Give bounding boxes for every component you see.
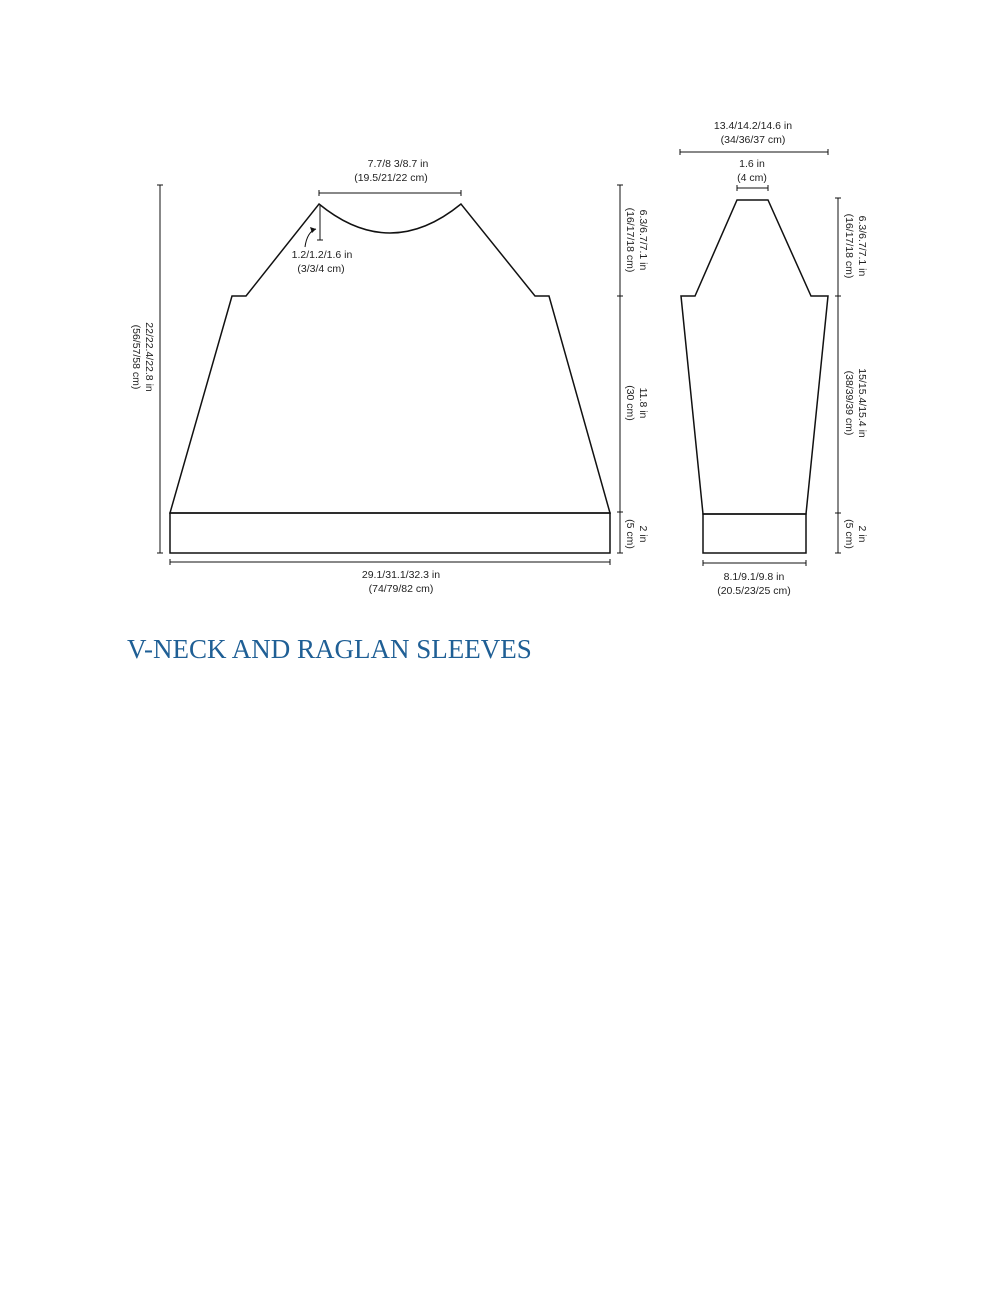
- hem-width-label: 29.1/31.1/32.3 in: [361, 569, 441, 581]
- total-length-label: 22/22.4/22.8 in: [143, 322, 155, 392]
- sleeve-upper-width-label: 13.4/14.2/14.6 in: [713, 120, 793, 132]
- cuff-width-metric: (20.5/23/25 cm): [717, 585, 791, 597]
- body-neck-depth-dimension: [292, 205, 353, 275]
- sleeve-length-metric: (38/39/39 cm): [843, 370, 855, 436]
- cuff-width-label: 8.1/9.1/9.8 in: [723, 571, 785, 583]
- body-hem-width-dimension: [170, 559, 610, 595]
- body-right-dimensions: [617, 185, 649, 553]
- side-length-metric: (30 cm): [624, 385, 636, 421]
- sleeve-top-width-dimension: [737, 158, 768, 191]
- sleeve-upper-width-metric: (34/36/37 cm): [720, 134, 786, 146]
- total-length-metric: (56/57/58 cm): [130, 324, 142, 390]
- sleeve-right-dimensions: [835, 198, 868, 553]
- sleeve-ribbing: [703, 514, 806, 553]
- sleeve-cap-depth-metric: (16/17/18 cm): [843, 213, 855, 279]
- sleeve-upper-width-dimension: [680, 120, 828, 155]
- sleeve-top-width-label: 1.6 in: [739, 158, 765, 170]
- neck-width-label: 7.7/8 3/8.7 in: [367, 158, 429, 170]
- sleeve-outline: [681, 200, 828, 514]
- sleeve-ribbing-label: 2 in: [856, 525, 868, 543]
- sleeve-length-label: 15/15.4/15.4 in: [856, 368, 868, 438]
- body-piece: [170, 204, 610, 553]
- body-ribbing-label: 2 in: [637, 525, 649, 543]
- section-title: V-NECK AND RAGLAN SLEEVES: [127, 634, 532, 664]
- neck-width-metric: (19.5/21/22 cm): [354, 172, 428, 184]
- sleeve-piece: [681, 200, 828, 553]
- body-ribbing: [170, 513, 610, 553]
- neck-depth-metric: (3/3/4 cm): [297, 263, 345, 275]
- neck-depth-label: 1.2/1.2/1.6 in: [291, 249, 353, 261]
- body-neck-width-dimension: [319, 158, 461, 196]
- yoke-depth-label: 6.3/6.7/7.1 in: [637, 209, 649, 271]
- sleeve-top-width-metric: (4 cm): [737, 172, 767, 184]
- body-ribbing-metric: (5 cm): [624, 519, 636, 549]
- body-total-length-dimension: [130, 185, 163, 553]
- yoke-depth-metric: (16/17/18 cm): [624, 207, 636, 273]
- sleeve-cap-depth-label: 6.3/6.7/7.1 in: [856, 215, 868, 277]
- sleeve-cuff-width-dimension: [703, 560, 806, 597]
- side-length-label: 11.8 in: [637, 387, 649, 419]
- body-outline: [170, 204, 610, 513]
- hem-width-metric: (74/79/82 cm): [368, 583, 434, 595]
- sleeve-ribbing-metric: (5 cm): [843, 519, 855, 549]
